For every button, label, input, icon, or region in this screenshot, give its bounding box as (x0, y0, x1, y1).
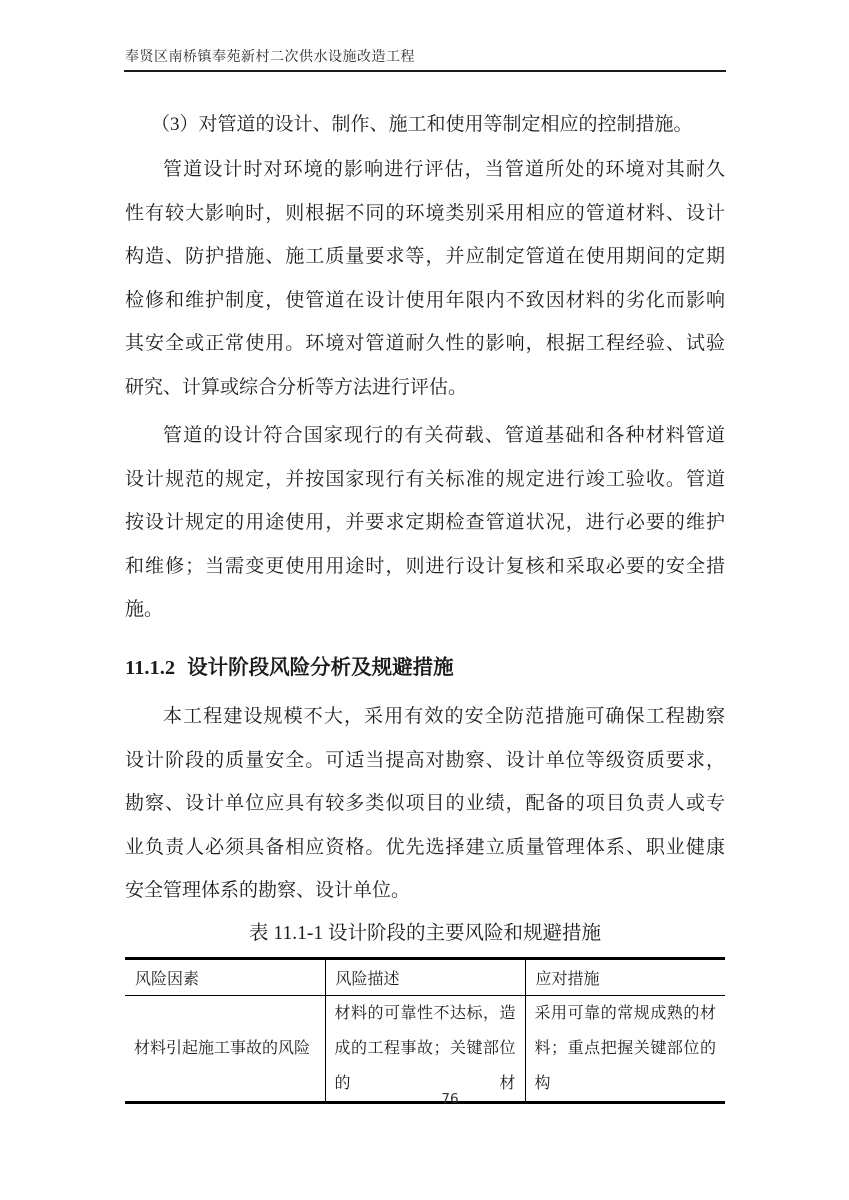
paragraph-pipeline-design-standards (125, 414, 725, 632)
text-line: 按设计规定的用途使用，并要求定期检查管道状况，进行必要的维护 (125, 512, 725, 534)
table-caption: 表 11.1-1 设计阶段的主要风险和规避措施 (249, 923, 601, 944)
header-title: 奉贤区南桥镇奉苑新村二次供水设施改造工程 (125, 50, 415, 65)
table-row (125, 996, 725, 1103)
cell-risk-description: 材料的可靠性不达标，造成的工程事故；关键部位的材 (325, 996, 525, 1103)
cell-risk-factor: 材料引起施工事故的风险 (125, 996, 325, 1103)
text-line: 其安全或正常使用。环境对管道耐久性的影响，根据工程经验、试验 (125, 333, 725, 355)
column-header-risk-description: 风险描述 (325, 959, 525, 996)
text-line: 设计规范的规定，并按国家现行有关标准的规定进行竣工验收。管道 (125, 468, 725, 490)
text-line: 检修和维护制度，使管道在设计使用年限内不致因材料的劣化而影响 (125, 289, 725, 311)
paragraph-design-stage-risk (125, 695, 725, 913)
text-line: （3）对管道的设计、制作、施工和使用等制定相应的控制措施。 (151, 114, 693, 135)
text-line: 业负责人必须具备相应资格。优先选择建立质量管理体系、职业健康 (125, 836, 725, 858)
text-line: 安全管理体系的勘察、设计单位。 (125, 880, 411, 902)
text-line: 管道设计时对环境的影响进行评估，当管道所处的环境对其耐久 (163, 159, 725, 180)
paragraph-control-measures (125, 103, 725, 147)
text-line: 性有较大影响时，则根据不同的环境类别采用相应的管道材料、设计 (125, 202, 725, 224)
text-line: 本工程建设规模不大，采用有效的安全防范措施可确保工程勘察 (163, 706, 725, 727)
paragraph-pipeline-environment (125, 148, 725, 410)
section-title: 设计阶段风险分析及规避措施 (187, 657, 454, 679)
column-header-countermeasure: 应对措施 (525, 959, 725, 996)
text-line: 勘察、设计单位应具有较多类似项目的业绩，配备的项目负责人或专 (125, 793, 725, 815)
text-line: 和维修；当需变更使用用途时，则进行设计复核和采取必要的安全措 (125, 555, 725, 577)
page-number: 76 (441, 1091, 459, 1107)
text-line: 施。 (125, 599, 164, 621)
text-line: 管道的设计符合国家现行的有关荷载、管道基础和各种材料管道 (163, 425, 725, 446)
risk-table (125, 957, 725, 1104)
text-line: 研究、计算或综合分析等方法进行评估。 (125, 376, 468, 398)
table-header-row (125, 959, 725, 996)
column-header-risk-factor: 风险因素 (125, 959, 325, 996)
text-line: 构造、防护措施、施工质量要求等，并应制定管道在使用期间的定期 (125, 246, 725, 268)
section-number: 11.1.2 (125, 657, 176, 679)
header-rule (124, 70, 726, 72)
cell-countermeasure: 采用可靠的常规成熟的材料；重点把握关键部位的构 (525, 996, 725, 1103)
page-header (125, 46, 725, 66)
section-heading (125, 645, 725, 691)
text-line: 设计阶段的质量安全。可适当提高对勘察、设计单位等级资质要求， (125, 749, 725, 771)
